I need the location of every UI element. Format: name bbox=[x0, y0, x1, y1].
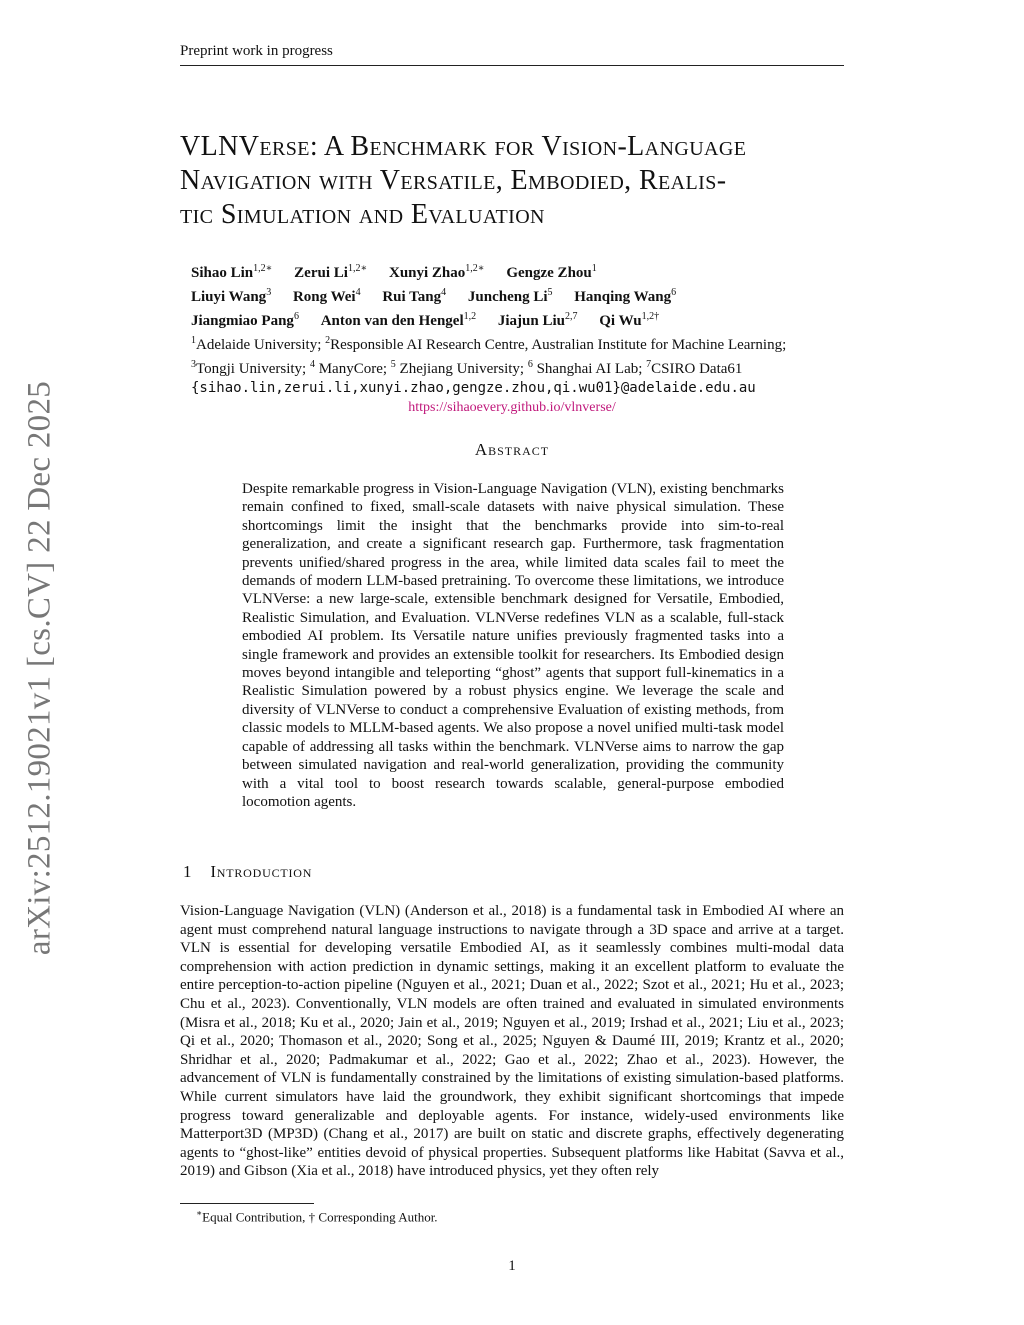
author: Rong Wei$^4$ bbox=[292, 287, 361, 305]
author-line-2 bbox=[191, 283, 871, 307]
author: Juncheng Li$^5$ bbox=[467, 287, 553, 305]
author: Anton van den Hengel$^{1,2}$ bbox=[320, 311, 477, 329]
abstract-text: Despite remarkable progress in Vision-Language Navigation (VLN), existing benchmarks remain confined to fixed, small-scale datasets with naive physical simulation. These shortcomings limit the insight that the benchmarks provide into sim-to-real generalization, and create a significant research gap. Furthermore, task fragmentation prevents unified/shared progress in the area, while limited data scales fail to meet the demands of modern LLM-based pretraining. To overcome these limitations, we introduce VLNVerse: a new large-scale, extensible benchmark designed for Versatile, Embodied, Realistic Simulation, and Evaluation. VLNVerse redefines VLN as a scalable, full-stack embodied AI problem. Its Versatile nature unifies previously fragmented tasks into a single framework and provides an extensible toolkit for researchers. Its Embodied design moves beyond intangible and teleporting “ghost” agents that support full-kinematics in a Realistic Simulation powered by a robust physics engine. We leverage the scale and diversity of VLNVerse to conduct a comprehensive Evaluation of existing methods, from classic models to MLLM-based agents. We also propose a novel unified multi-task model capable of addressing all tasks within the benchmark. VLNVerse aims to narrow the gap between simulated navigation and real-world generalization, providing the community with a vital tool to boost research towards scalable, general-purpose embodied locomotion agents. bbox=[242, 481, 784, 810]
affiliation-line-2: $^3$Tongji University; $^4$ ManyCore; $^5$ Zhejiang University; $^6$ Shanghai AI Lab; $^7$CSIRO Data61 bbox=[191, 359, 743, 377]
author: Liuyi Wang$^3$ bbox=[191, 287, 272, 305]
author-block bbox=[191, 259, 871, 398]
title-line: Navigation with Versatile, Embodied, Realis- bbox=[180, 165, 727, 196]
footnote-text: Equal Contribution, † Corresponding Author. bbox=[202, 1209, 438, 1225]
arxiv-stamp bbox=[10, 375, 70, 960]
author-line-1 bbox=[191, 259, 871, 283]
author: Zerui $Li^{1,2∗}$ bbox=[294, 263, 368, 281]
footnote-mark: ∗ bbox=[196, 1208, 203, 1218]
author: Hanqing Wang$^6$ bbox=[574, 287, 677, 305]
author: Xunyi Zhao$^{1,2∗}$ bbox=[388, 263, 485, 281]
project-url-link[interactable]: https://sihaoevery.github.io/vlnverse/ bbox=[408, 400, 616, 415]
page-number: 1 bbox=[508, 1258, 516, 1274]
author: Rui Tang$^4$ bbox=[382, 287, 447, 305]
footnote-rule bbox=[180, 1203, 314, 1204]
paper-title bbox=[180, 130, 850, 232]
abstract-heading: Abstract bbox=[474, 440, 550, 459]
running-head: Preprint work in progress bbox=[180, 43, 333, 59]
arxiv-stamp-text: arXiv:2512.19021v1 [cs.CV] 22 Dec 2025 bbox=[21, 380, 58, 955]
footnote bbox=[196, 1208, 438, 1225]
author: Sihao Lin$^{1,2∗}$ bbox=[191, 263, 273, 281]
section-title: Introduction bbox=[210, 862, 313, 881]
author: Jiajun Liu$^{2,7}$ bbox=[497, 311, 578, 329]
intro-paragraph: Vision-Language Navigation (VLN) (Anderson et al., 2018) is a fundamental task in Embodied AI where an agent must comprehend natural language instructions to navigate through a 3D space and arrive at a target. VLN is essential for developing versatile Embodied AI, as it seamlessly combines multi-modal data comprehension with action prediction in dynamic settings, making it an excellent platform to evaluate the entire perception-to-action pipeline (Nguyen et al., 2021; Duan et al., 2022; Szot et al., 2021; Hu et al., 2023; Chu et al., 2023). Conventionally, VLN models are often trained and evaluated in simulated environments (Misra et al., 2018; Ku et al., 2020; Jain et al., 2019; Nguyen et al., 2019; Irshad et al., 2021; Liu et al., 2023; Qi et al., 2020; Thomason et al., 2020; Song et al., 2025; Nguyen & Daumé III, 2019; Krantz et al., 2020; Shridhar et al., 2020; Padmakumar et al., 2022; Gao et al., 2022; Zhao et al., 2023). However, the advancement of VLN is fundamentally constrained by the limitations of existing simulation-based platforms. While current simulators have laid the groundwork, they exhibit significant shortcomings that impede progress toward generalizable and deployable agents. For instance, widely-used environments like Matterport3D (MP3D) (Chang et al., 2017) are built on static and discrete graphs, effectively degenerating agents to “ghost-like” entities devoid of physical properties. Subsequent platforms like Habitat (Savva et al., 2019) and Gibson (Xia et al., 2018) have introduced physics, yet they often rely bbox=[180, 903, 844, 1180]
header-rule bbox=[180, 65, 844, 66]
section-number: 1 bbox=[183, 862, 193, 881]
author-line-3 bbox=[191, 307, 871, 331]
title-line: tic Simulation and Evaluation bbox=[180, 199, 545, 230]
abstract-body bbox=[242, 480, 784, 811]
affiliation-line-1: $^1$Adelaide University; $^2$Responsible AI Research Centre, Australian Institute for Machine Learning; bbox=[191, 335, 787, 353]
section-heading bbox=[183, 862, 312, 882]
introduction-body bbox=[180, 902, 844, 1181]
author: Qi $Wu^{1,2\dagger}$ bbox=[599, 311, 660, 329]
author: Gengze Zhou$^1$ bbox=[506, 263, 597, 281]
author: Jiangmiao Pang$^6$ bbox=[191, 311, 299, 329]
title-line: VLNVerse: A Benchmark for Vision-Language bbox=[180, 131, 747, 162]
author-emails: {sihao.lin,zerui.li,xunyi.zhao,gengze.zhou,qi.wu01}@adelaide.edu.au bbox=[191, 380, 756, 396]
